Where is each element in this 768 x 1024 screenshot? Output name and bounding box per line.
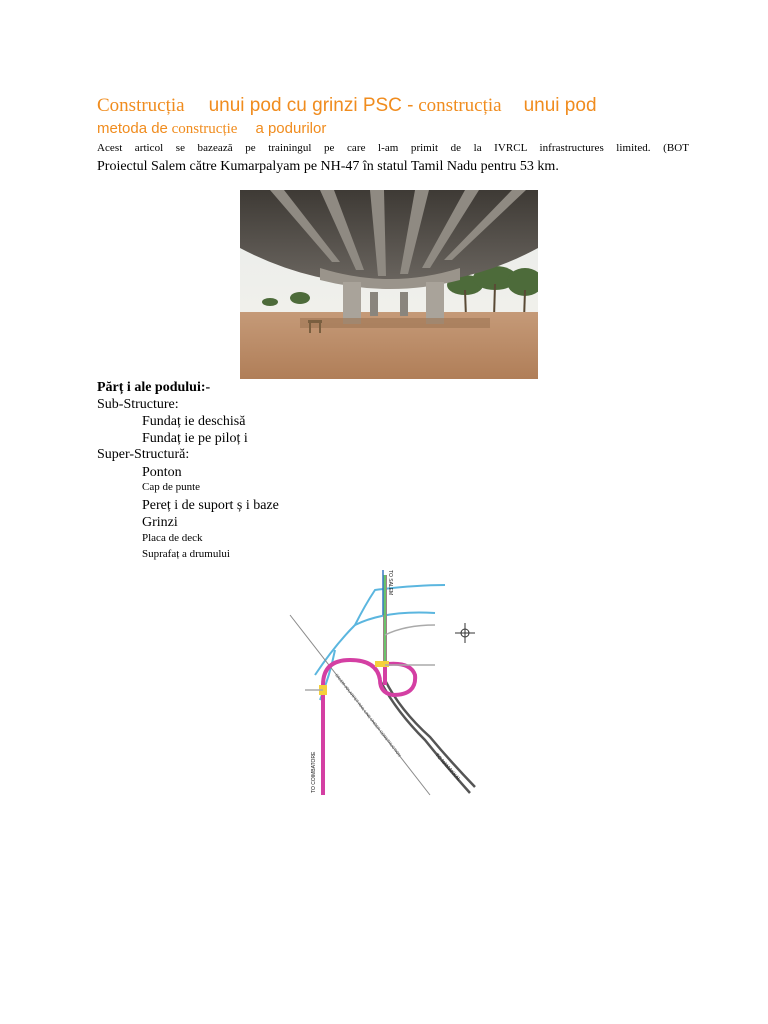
intro-line-2: Proiectul Salem către Kumarpalyam pe NH-47 în statul Tamil Nadu pentru 53 km.	[97, 159, 559, 174]
map-label-to-coimbatore: TO COIMBATORE	[311, 751, 317, 793]
map-label-rail-line: SALEM-JOLARPET RAIL LINE UNDER CONSTRUCTION	[334, 672, 403, 758]
interchange-map	[285, 565, 485, 797]
title-segment-metoda: metoda de	[97, 120, 168, 137]
super-structure-label: Super-Structură:	[97, 447, 190, 462]
north-arrow-icon	[455, 623, 475, 643]
super-structure-item: Placa de deck	[142, 532, 203, 544]
title-line-2	[97, 120, 697, 138]
title-line-1	[97, 95, 697, 117]
title-word-constructie: construcție	[171, 121, 238, 137]
super-structure-item: Grinzi	[142, 515, 178, 530]
map-label-to-namakkal: TO NAMAKKAL	[433, 752, 462, 783]
title-segment-psc: unui pod cu grinzi PSC -	[208, 95, 414, 116]
super-structure-item: Suprafaț a drumului	[142, 548, 230, 560]
title-segment-podurilor: a podurilor	[255, 120, 327, 137]
sub-structure-item: Fundaț ie deschisă	[142, 414, 246, 429]
title-word-constructia-2: construcția	[418, 95, 502, 116]
sub-structure-label: Sub-Structure:	[97, 397, 179, 412]
super-structure-item: Cap de punte	[142, 481, 201, 493]
super-structure-item: Pereț i de suport ș i baze	[142, 498, 279, 513]
title-segment-unui-pod: unui pod	[523, 95, 597, 116]
parts-heading: Părț i ale podului:-	[97, 380, 211, 395]
bridge-photo	[240, 190, 538, 379]
super-structure-item: Ponton	[142, 465, 182, 480]
intro-line-1: Acest articol se bazează pe trainingul pe care l-am primit de la IVRCL infrastructures limited. (BOT	[97, 142, 689, 154]
title-word-constructia-1: Construcția	[97, 95, 185, 116]
map-label-to-salem: TO SALEM	[387, 570, 393, 596]
sub-structure-item: Fundaț ie pe piloț i	[142, 431, 248, 446]
